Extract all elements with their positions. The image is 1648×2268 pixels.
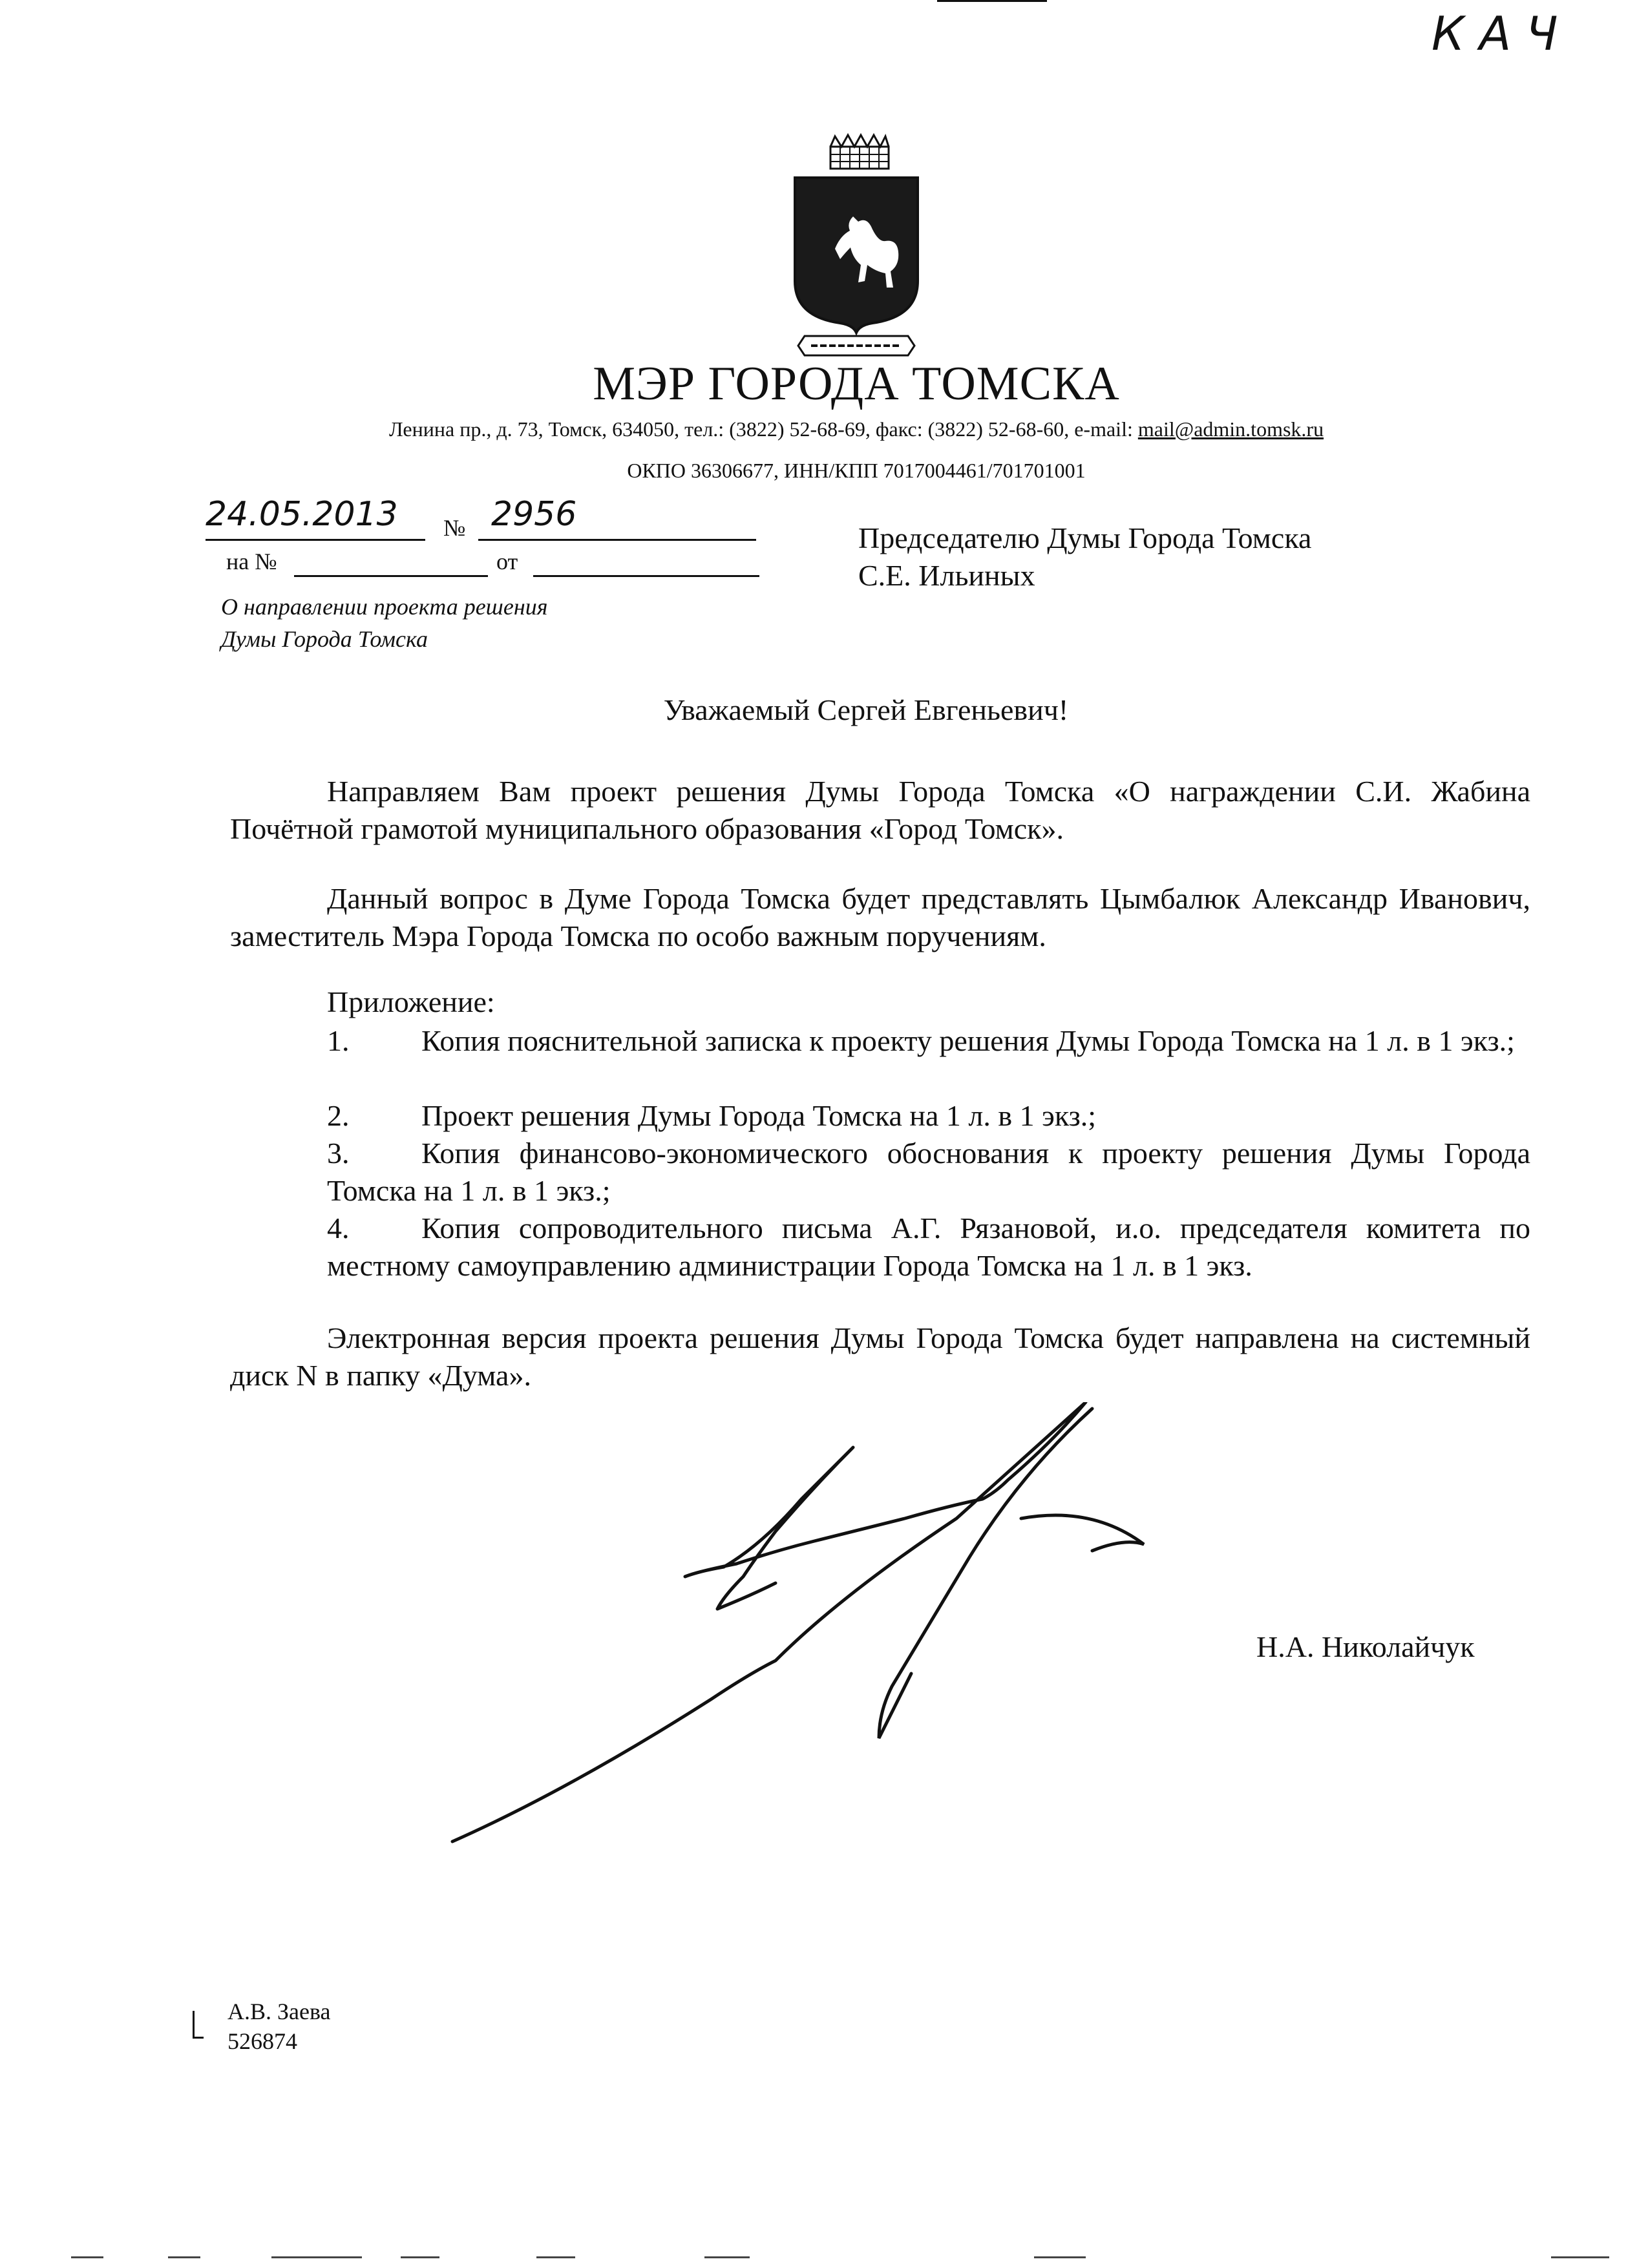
handwritten-signature bbox=[439, 1402, 1280, 1854]
organization-codes: ОКПО 36306677, ИНН/КПП 7017004461/701701001 bbox=[627, 459, 1086, 482]
email-link[interactable]: mail@admin.tomsk.ru bbox=[1137, 417, 1324, 441]
outgoing-date: 24.05.2013 bbox=[206, 495, 398, 534]
executor-check-mark bbox=[193, 2011, 204, 2039]
subject-line-1: О направлении проекта решения bbox=[221, 594, 548, 620]
from-label: от bbox=[496, 549, 518, 574]
organization-address bbox=[0, 417, 1648, 441]
ribbon-icon bbox=[798, 336, 914, 355]
attachment-item bbox=[327, 1097, 1530, 1135]
attachment-number: 4. bbox=[327, 1212, 350, 1244]
number-label: № bbox=[443, 515, 466, 541]
attachment-item bbox=[327, 1022, 1530, 1060]
executor-name: А.В. Заева bbox=[227, 1999, 331, 2024]
attachment-text: Проект решения Думы Города Томска на 1 л. в 1 экз.; bbox=[421, 1099, 1097, 1132]
attachment-item bbox=[327, 1210, 1530, 1285]
attachment-item bbox=[327, 1135, 1530, 1210]
attachment-number: 2. bbox=[327, 1099, 350, 1132]
reply-to-label: на № bbox=[226, 549, 277, 574]
outgoing-number: 2956 bbox=[491, 495, 577, 534]
reply-to-underline bbox=[294, 575, 488, 577]
address-text: Ленина пр., д. 73, Томск, 634050, тел.: (3822) 52-68-69, факс: (3822) 52-68-60, e-mail: bbox=[388, 417, 1138, 441]
paragraph-1: Направляем Вам проект решения Думы Города Томска «О награждении С.И. Жабина Почётной грамотой муниципального образования «Город Томск». bbox=[230, 775, 1530, 845]
page-title: МЭР ГОРОДА ТОМСКА bbox=[593, 357, 1120, 410]
attachment-text: Копия сопроводительного письма А.Г. Рязановой, и.о. председателя комитета по местному самоуправлению администрации Города Томска на 1 л. в 1 экз. bbox=[327, 1212, 1530, 1282]
from-underline bbox=[533, 575, 759, 577]
attachment-text: Копия финансово-экономического обоснования к проекту решения Думы Города Томска на 1 л. в 1 экз.; bbox=[327, 1137, 1530, 1207]
date-underline bbox=[206, 539, 425, 541]
paragraph-3: Электронная версия проекта решения Думы Города Томска будет направлена на системный диск N в папку «Дума». bbox=[230, 1321, 1530, 1392]
executor-phone: 526874 bbox=[227, 2028, 297, 2054]
letter-subject bbox=[221, 591, 547, 655]
attachment-text: Копия пояснительной записка к проекту решения Думы Города Томска на 1 л. в 1 экз.; bbox=[421, 1024, 1515, 1057]
addressee-name: С.Е. Ильиных bbox=[858, 559, 1035, 592]
paragraph-2: Данный вопрос в Думе Города Томска будет представлять Цымбалюк Александр Иванович, заместитель Мэра Города Томска по особо важным поручениям. bbox=[230, 882, 1530, 952]
bottom-scan-marks bbox=[0, 2256, 1648, 2259]
corner-handwritten-note: К А Ч bbox=[1431, 6, 1558, 61]
greeting: Уважаемый Сергей Евгеньевич! bbox=[663, 693, 1069, 726]
coat-of-arms-emblem bbox=[782, 132, 931, 365]
attachment-number: 3. bbox=[327, 1137, 350, 1170]
attachment-number: 1. bbox=[327, 1024, 350, 1057]
attachments-label: Приложение: bbox=[327, 985, 495, 1018]
number-underline bbox=[478, 539, 756, 541]
addressee bbox=[858, 520, 1311, 594]
executor-info bbox=[227, 1997, 331, 2056]
signer-name: Н.А. Николайчук bbox=[1256, 1630, 1475, 1663]
subject-line-2: Думы Города Томска bbox=[221, 626, 428, 652]
top-edge-line bbox=[937, 0, 1047, 2]
crown-icon bbox=[830, 135, 889, 169]
addressee-position: Председателю Думы Города Томска bbox=[858, 521, 1312, 554]
